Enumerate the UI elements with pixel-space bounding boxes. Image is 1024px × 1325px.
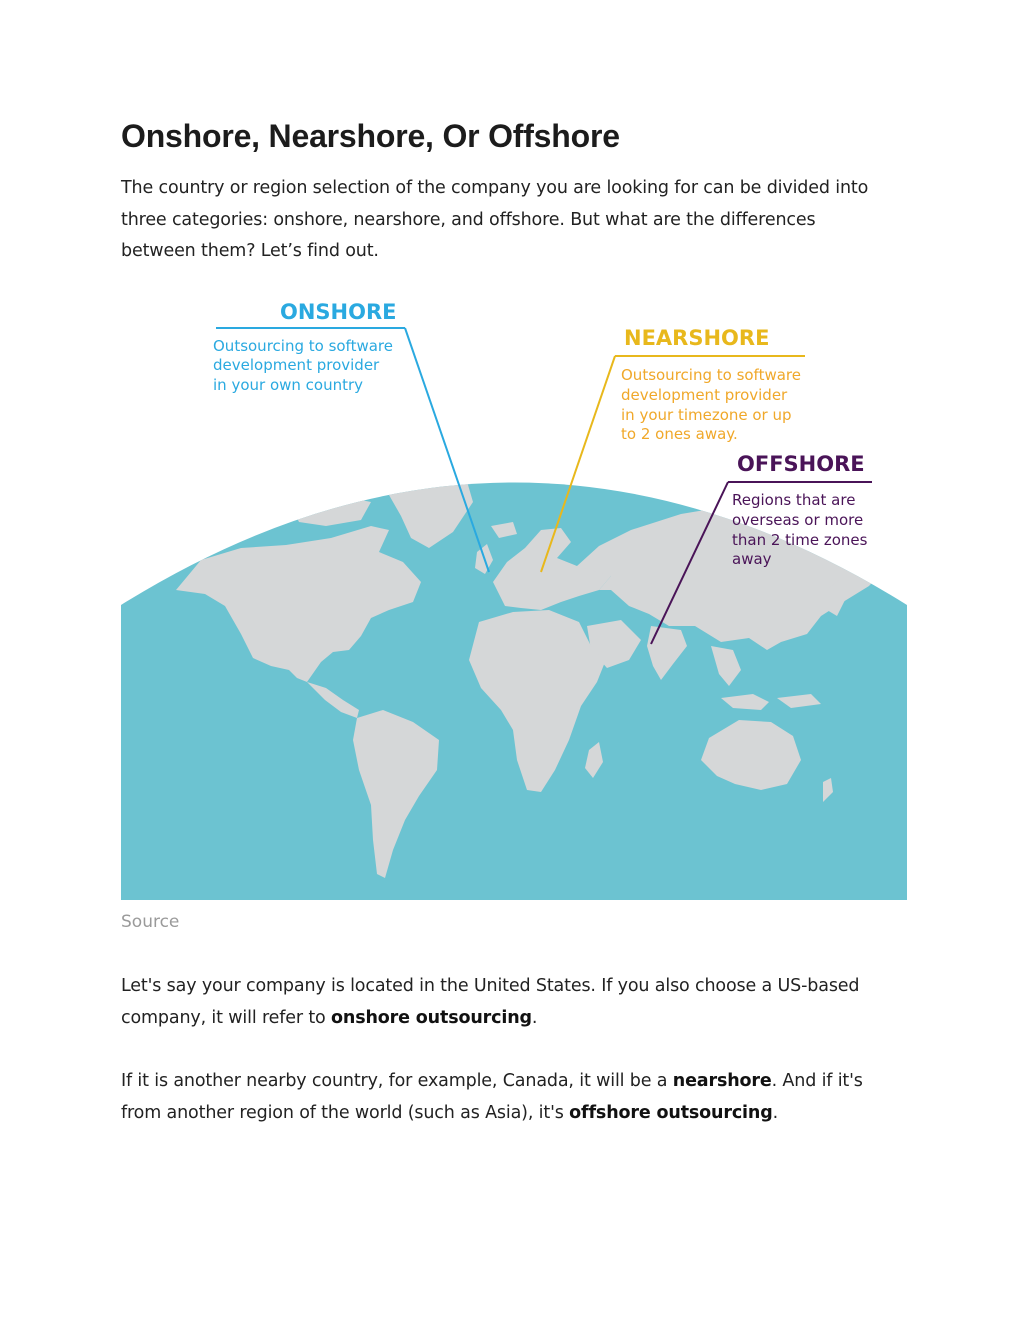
offshore-desc-line: than 2 time zones <box>732 531 868 549</box>
offshore-outsourcing-bold: offshore outsourcing <box>569 1102 773 1123</box>
para-line: Let's say your company is located in the United States. If you also choose a US-based <box>121 976 860 996</box>
intro-line: three categories: onshore, nearshore, and offshore. But what are the differences <box>121 209 816 230</box>
text-run: . <box>531 1007 538 1028</box>
world-map <box>121 290 907 902</box>
intro-line: The country or region selection of the company you are looking for can be divided into <box>121 178 869 198</box>
onshore-title: ONSHORE <box>280 300 397 324</box>
para-line <box>121 1098 903 1130</box>
text-run: If it is another nearby country, for example, Canada, it will be a <box>121 1071 673 1091</box>
intro-paragraph <box>121 173 903 268</box>
nearshore-desc-line: in your timezone or up <box>621 406 792 424</box>
para-line <box>121 1066 903 1098</box>
onshore-desc-line: development provider <box>213 356 380 374</box>
nearshore-desc-line: to 2 ones away. <box>621 425 738 443</box>
offshore-desc-line: overseas or more <box>732 511 864 529</box>
intro-line: between them? Let’s find out. <box>121 241 379 261</box>
nearshore-offshore-paragraph <box>121 1066 903 1129</box>
nearshore-bold: nearshore <box>672 1071 772 1091</box>
offshore-desc-line: away <box>732 550 772 568</box>
world-map-figure <box>121 290 907 902</box>
offshore-title: OFFSHORE <box>737 452 865 476</box>
us-example-paragraph <box>121 971 903 1034</box>
onshore-desc-line: in your own country <box>213 376 364 394</box>
onshore-outsourcing-bold: onshore outsourcing <box>331 1007 532 1028</box>
text-run: company, it will refer to <box>121 1007 332 1028</box>
onshore-desc-line: Outsourcing to software <box>213 337 393 355</box>
nearshore-title: NEARSHORE <box>624 326 770 350</box>
source-link[interactable]: Source <box>121 912 180 932</box>
nearshore-desc-line: Outsourcing to software <box>621 366 801 384</box>
para-line <box>121 1003 903 1035</box>
page-title: Onshore, Nearshore, Or Offshore <box>121 118 620 154</box>
text-run: . And if it's <box>771 1071 863 1091</box>
text-run: . <box>772 1102 779 1123</box>
offshore-desc-line: Regions that are <box>732 491 856 509</box>
text-run: from another region of the world (such as Asia), it's <box>121 1102 570 1123</box>
nearshore-desc-line: development provider <box>621 386 788 404</box>
